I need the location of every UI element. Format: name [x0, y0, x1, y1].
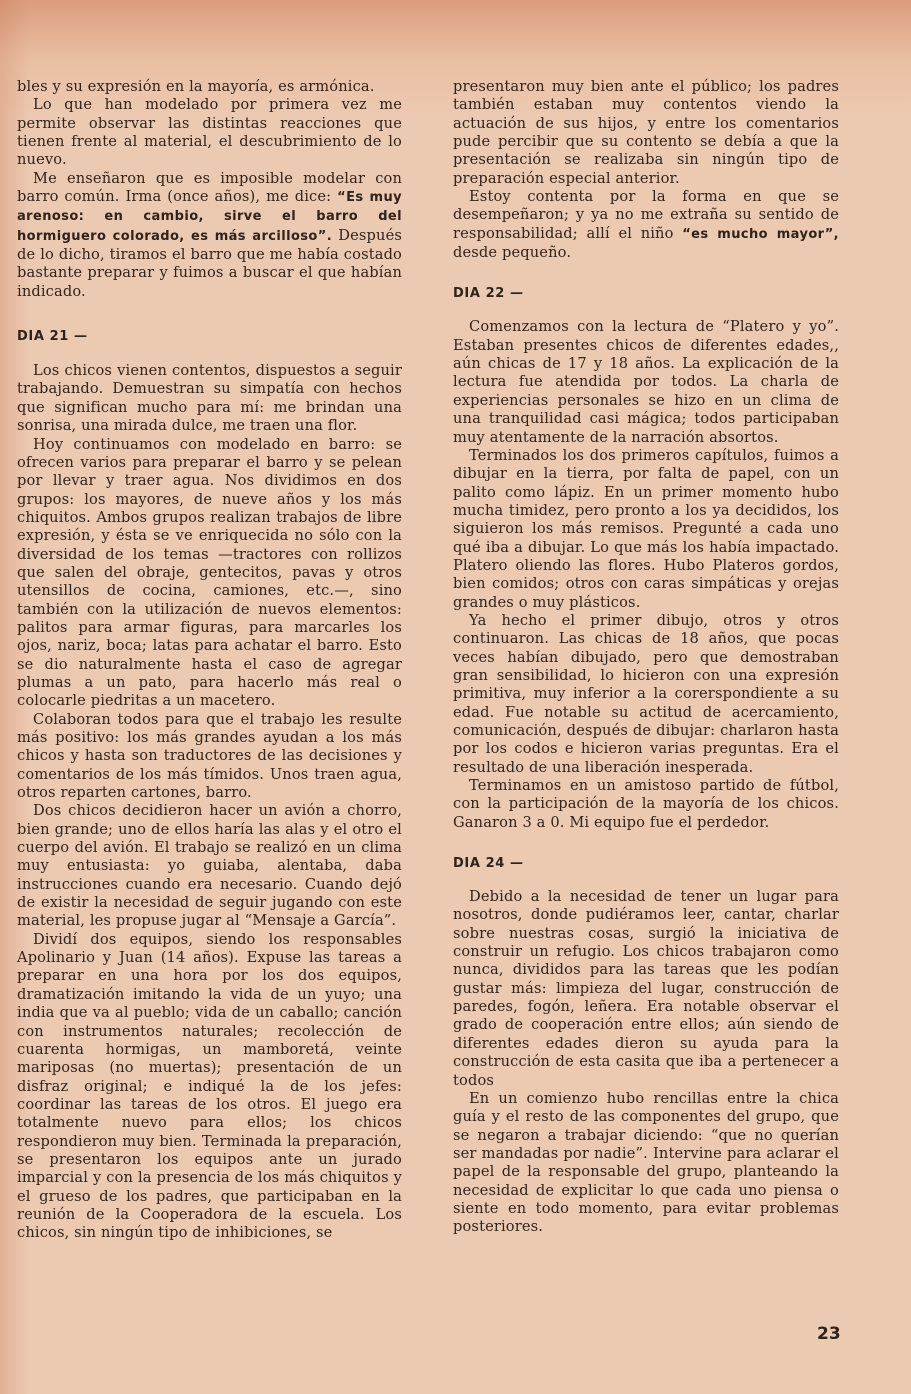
paragraph: bles y su expresión en la mayoría, es armónica.	[17, 78, 375, 95]
paragraph: Ya hecho el primer dibujo, otros y otros continuaron. Las chicas de 18 años, que pocas veces habían dibujado, pero que demostraban gran sensibilidad, lo hicieron con una expresión primitiva, muy inferior a la corerspondiente a su edad. Fue notable su actitud de acercamiento, comunicación, después de dibujar: charlaron hasta por los codos e hicieron varias preguntas. Era el resultado de una liberación inesperada.	[453, 611, 839, 776]
paragraph: Terminamos en un amistoso partido de fútbol, con la participación de la mayoría de los chicos. Ganaron 3 a 0. Mi equipo fue el perdedor.	[453, 777, 839, 831]
text-run: Después de lo dicho, tiramos el barro que me había costado bastante preparar y fuimos a buscar el que habían indicado.	[17, 226, 402, 300]
text-run: Me enseñaron que es imposible modelar con barro común. Irma (once años), me dice:	[17, 169, 402, 206]
paragraph: presentaron muy bien ante el público; los padres también estaban muy contentos viendo la actuación de sus hijos, y entre los comentarios pude percibir que su contento se debía a que la presentación se realizaba sin ningún tipo de preparación especial anterior.	[453, 78, 839, 187]
paragraph: Dividí dos equipos, siendo los responsables Apolinario y Juan (14 años). Expuse las tareas a preparar en una hora por los dos equipos, dramatización imitando la vida de un yuyo; una india que va al pueblo; vida de un caballo; canción con instrumentos naturales; recolección de cuarenta hormigas, un mamboretá, veinte mariposas (no muertas); presentación de un disfraz original; e indiqué la de los jefes: coordinar las tareas de los otros. El juego era totalmente nuevo para ellos; los chicos respondieron muy bien. Terminada la preparación, se presentaron los equipos ante un jurado imparcial y con la presencia de los más chiquitos y el grueso de los padres, que participaban en la reunión de la Cooperadora de la escuela. Los chicos, sin ningún tipo de inhibiciones, se	[17, 930, 402, 1242]
text-run: desde pequeño.	[453, 244, 572, 262]
paragraph: Terminados los dos primeros capítulos, fuimos a dibujar en la tierra, por falta de papel, con un palito como lápiz. En un primer momento hubo mucha timidez, pero pronto a los ya decididos, los siguieron los más remisos. Pregunté a cada uno qué iba a dibujar. Lo que más los había impactado. Platero oliendo las flores. Hubo Plateros gordos, bien comidos; otros con caras simpáticas y orejas grandes o muy plásticos.	[453, 446, 839, 611]
page-number: 23	[817, 1324, 841, 1344]
paragraph: Comenzamos con la lectura de “Platero y yo”. Estaban presentes chicos de diferentes edades,, aún chicas de 17 y 18 años. La explicación de la lectura fue atendida por todos. La charla de experiencias personales se hizo en un clima de una tranquilidad casi mágica; todos participaban muy atentamente de la narración absortos.	[453, 318, 839, 446]
paragraph: En un comienzo hubo rencillas entre la chica guía y el resto de las componentes del grupo, que se negaron a trabajar diciendo: “que no querían ser mandadas por nadie”. Intervine para aclarar el papel de la responsable del grupo, planteando la necesidad de explicitar lo que cada uno piensa o siente en todo momento, para evitar problemas posteriores.	[453, 1089, 839, 1236]
right-column	[453, 78, 839, 1237]
paragraph: Los chicos vienen contentos, dispuestos a seguir trabajando. Demuestran su simpatía con hechos que significan mucho para mí: me brindan una sonrisa, una mirada dulce, me traen una flor.	[17, 362, 402, 435]
day-heading: DIA 21 —	[17, 329, 88, 345]
quote-emphasis: “Es muy arenoso: en cambio, sirve el barro del hormiguero colorado, es más arcilloso”.	[17, 190, 402, 244]
text-run: Lo que han modelado por primera vez me permite observar las distintas reacciones que tienen frente al material, el descubrimiento de lo nuevo.	[17, 96, 402, 169]
day-heading: DIA 24 —	[453, 856, 524, 872]
text-run: Estoy contenta por la forma en que se desempeñaron; y ya no me extraña su sentido de responsabilidad; allí el niño	[453, 188, 839, 242]
paragraph: Debido a la necesidad de tener un lugar para nosotros, donde pudiéramos leer, cantar, charlar sobre nuestras cosas, surgió la iniciativa de construir un refugio. Los chicos trabajaron como nunca, divididos para las tareas que les podían gustar más: limpieza del lugar, construcción de paredes, fogón, leñera. Era notable observar el grado de cooperación entre ellos; aún siendo de diferentes edades dieron su ayuda para la construcción de esta casita que iba a pertenecer a todos	[453, 888, 839, 1089]
paragraph: Hoy continuamos con modelado en barro: se ofrecen varios para preparar el barro y se pelean por llevar y traer agua. Nos dividimos en dos grupos: los mayores, de nueve años y los más chiquitos. Ambos grupos realizan trabajos de libre expresión, y ésta se ve enriquecida no sólo con la diversidad de los temas —tractores con rollizos que salen del obraje, gentecitos, pavas y otros utensillos de cocina, camiones, etc.—, sino también con la utilización de nuevos elementos: palitos para armar figuras, para marcarles los ojos, nariz, boca; latas para achatar el barro. Esto se dio naturalmente hasta el caso de agregar plumas a un pato, para hacerlo más real o colocarle piedritas a un macetero.	[17, 435, 402, 710]
paragraph: Dos chicos decidieron hacer un avión a chorro, bien grande; uno de ellos haría las alas y el otro el cuerpo del avión. El trabajo se realizó en un clima muy entusiasta: yo guiaba, alentaba, daba instrucciones cuando era necesario. Cuando dejó de existir la necesidad de seguir jugando con este material, les propuse jugar al “Mensaje a García”.	[17, 802, 402, 930]
paragraph: Colaboran todos para que el trabajo les resulte más positivo: los más grandes ayudan a los más chicos y hasta son traductores de las decisiones y comentarios de los más tímidos. Unos traen agua, otros reparten cartones, barro.	[17, 710, 402, 802]
paragraph	[17, 170, 402, 301]
quote-emphasis: “es mucho mayor”,	[682, 226, 839, 242]
left-column	[17, 78, 402, 1243]
day-heading: DIA 22 —	[453, 286, 524, 302]
paragraph	[453, 188, 839, 262]
paragraph	[17, 96, 402, 169]
